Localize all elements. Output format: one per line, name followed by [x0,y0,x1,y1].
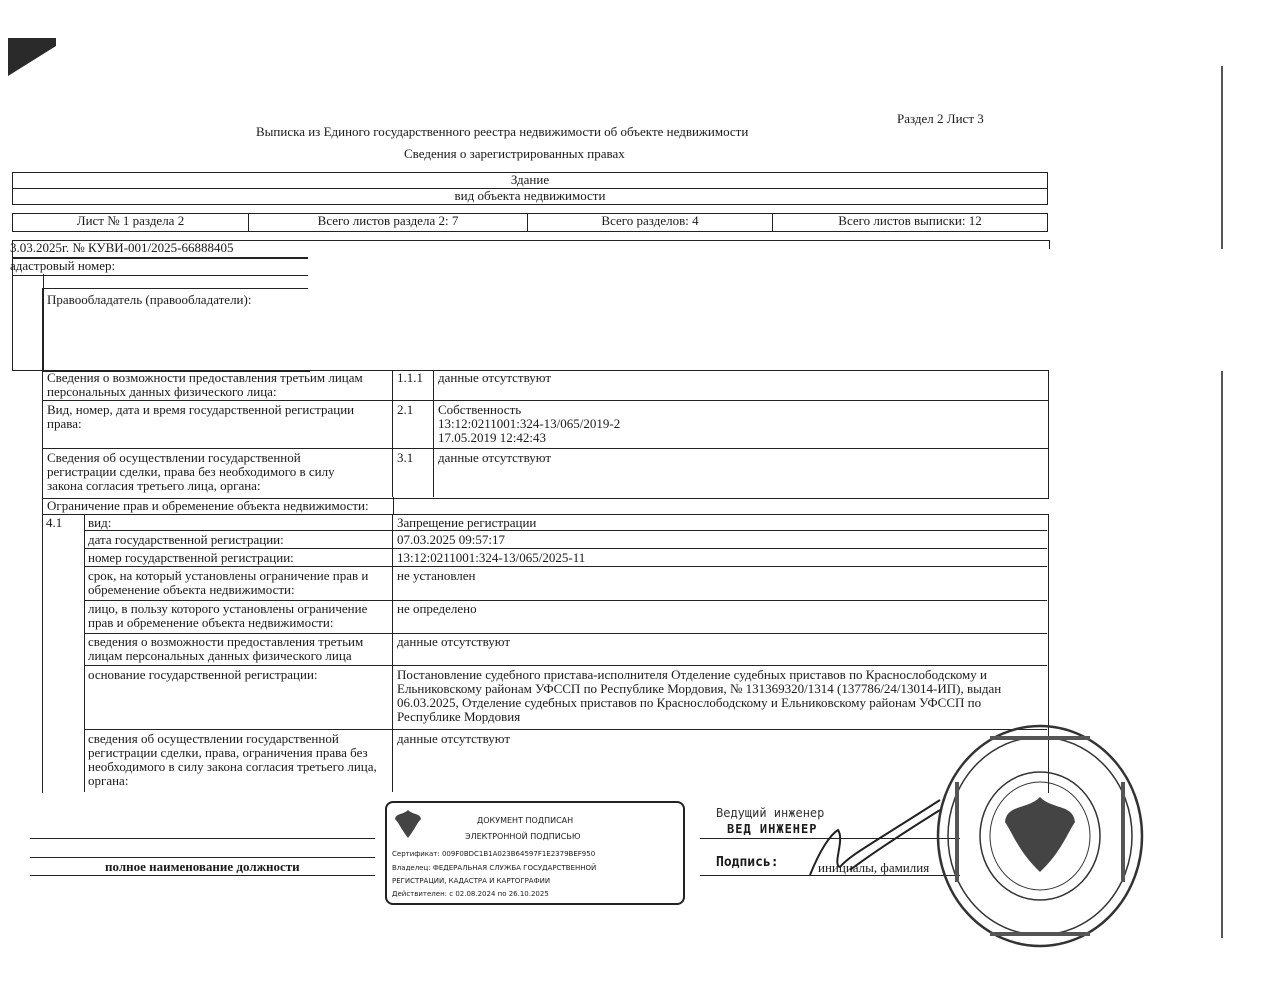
row-divider [84,566,1047,567]
restrictions-col-line [84,514,85,792]
restriction-label-consent: сведения об осуществлении государственной регистрации сделки, права, ограничения права без необходимого в силу закона согласия третьего лица, органа: [88,731,377,788]
row3-num: 3.1 [397,450,414,465]
signature-caption: Подпись: [716,855,779,870]
scan-corner-mark [8,38,56,76]
row-divider [42,400,1048,401]
object-type-value: Здание [13,173,1048,189]
row2-label: Вид, номер, дата и время государственной регистрации права: [47,402,355,431]
owner-left-cell [12,274,44,371]
row1-num: 1.1.1 [397,370,423,385]
row2-reg-datetime: 17.05.2019 12:42:43 [438,430,546,445]
row3-value: данные отсутствуют [438,450,552,465]
scan-edge-line [1221,66,1223,938]
cadastral-label: адастровый номер: [10,258,116,273]
restriction-label-number: номер государственной регистрации: [88,550,294,565]
organization-seal [935,722,1145,950]
document-subtitle: Сведения о зарегистрированных правах [404,146,625,161]
restriction-value-date: 07.03.2025 09:57:17 [397,532,505,547]
footer-line-2 [30,857,375,858]
footer-line-3 [30,875,375,876]
row-divider [42,448,1048,449]
redacted-area [308,249,1262,371]
date-number: 3.03.2025г. № КУВИ-001/2025-66888405 [10,240,234,255]
sheets-table [12,213,1048,232]
row3-label: Сведения об осуществлении государственной регистрации сделки, права без необходимого в силу закона согласия третьего лица, органа: [47,450,335,493]
row2-reg-number: 13:12:0211001:324-13/065/2019-2 [438,416,621,431]
restriction-value-term: не установлен [397,568,476,583]
restriction-value-consent: данные отсутствуют [397,731,511,746]
restriction-label-term: срок, на который установлены ограничение прав и обременение объекта недвижимости: [88,568,369,597]
handwritten-position: Ведущий инженер [716,806,825,820]
restriction-label-basis: основание государственной регистрации: [88,667,318,682]
row-divider [84,665,1047,666]
coat-of-arms-icon [391,807,425,841]
e-sign-cert: Сертификат: 009F0BDC1B1A023B64597F1E2379BEF950 [392,850,596,858]
total-extract-sheets: Всего листов выписки: 12 [773,214,1048,232]
document-title: Выписка из Единого государственного реестра недвижимости об объекте недвижимости [256,124,749,139]
e-sign-line2: ЭЛЕКТРОННОЙ ПОДПИСЬЮ [465,832,581,841]
row-divider [84,548,1047,549]
restriction-label-personal-data: сведения о возможности предоставления третьим лицам персональных данных физического лица [88,634,364,663]
row1-label: Сведения о возможности предоставления третьим лицам персональных данных физического лица: [47,370,363,399]
restriction-label-date: дата государственной регистрации: [88,532,284,547]
restriction-value-number: 13:12:0211001:324-13/065/2025-11 [397,550,586,565]
total-sections: Всего разделов: 4 [528,214,773,232]
restriction-label-kind: вид: [88,515,112,530]
owner-label: Правообладатель (правообладатели): [47,292,252,307]
e-sign-owner2: РЕГИСТРАЦИИ, КАДАСТРА И КАРТОГРАФИИ [392,877,551,885]
restriction-label-beneficiary: лицо, в пользу которого установлены ограничение прав и обременение объекта недвижимости: [88,601,368,630]
e-sign-owner1: Владелец: ФЕДЕРАЛЬНАЯ СЛУЖБА ГОСУДАРСТВЕННОЙ [392,864,597,872]
restrictions-col-line-2 [392,514,393,792]
row-divider [84,530,1047,531]
position-stamp: ВЕД ИНЖЕНЕР [727,822,818,836]
restriction-value-basis: Постановление судебного пристава-исполнителя Отделение судебных приставов по Краснослободскому и Ельниковскому районам УФССП по Республике Мордовия, № 131369320/1314 (137786/24/13014-ИП), выдан 06.03.2025, Отделение судебных приставов по Краснослободскому и Ельниковскому районам УФССП по Республике Мордовия [397,667,1002,724]
position-caption: полное наименование должности [105,859,300,874]
row1-value: данные отсутствуют [438,370,552,385]
object-type-caption: вид объекта недвижимости [13,189,1048,205]
footer-line-1 [30,838,375,839]
row-divider [84,729,1047,730]
section-sheet-label: Раздел 2 Лист 3 [897,111,984,126]
total-section-sheets: Всего листов раздела 2: 7 [249,214,528,232]
row2-num: 2.1 [397,402,414,417]
num-column [392,370,434,497]
restrictions-num: 4.1 [46,515,63,530]
sheet-number: Лист № 1 раздела 2 [13,214,249,232]
e-signature-stamp [385,801,685,905]
initials-caption: инициалы, фамилия [818,860,930,875]
handwritten-signature [790,795,950,885]
restriction-value-personal-data: данные отсутствуют [397,634,511,649]
e-sign-line1: ДОКУМЕНТ ПОДПИСАН [477,816,574,825]
e-sign-valid: Действителен: с 02.08.2024 по 26.10.2025 [392,890,549,898]
object-type-table [12,172,1048,205]
row2-right-type: Собственность [438,402,522,417]
restriction-value-beneficiary: не определено [397,601,477,616]
restriction-value-kind: Запрещение регистрации [397,515,537,530]
restrictions-heading: Ограничение прав и обременение объекта недвижимости: [47,498,369,513]
